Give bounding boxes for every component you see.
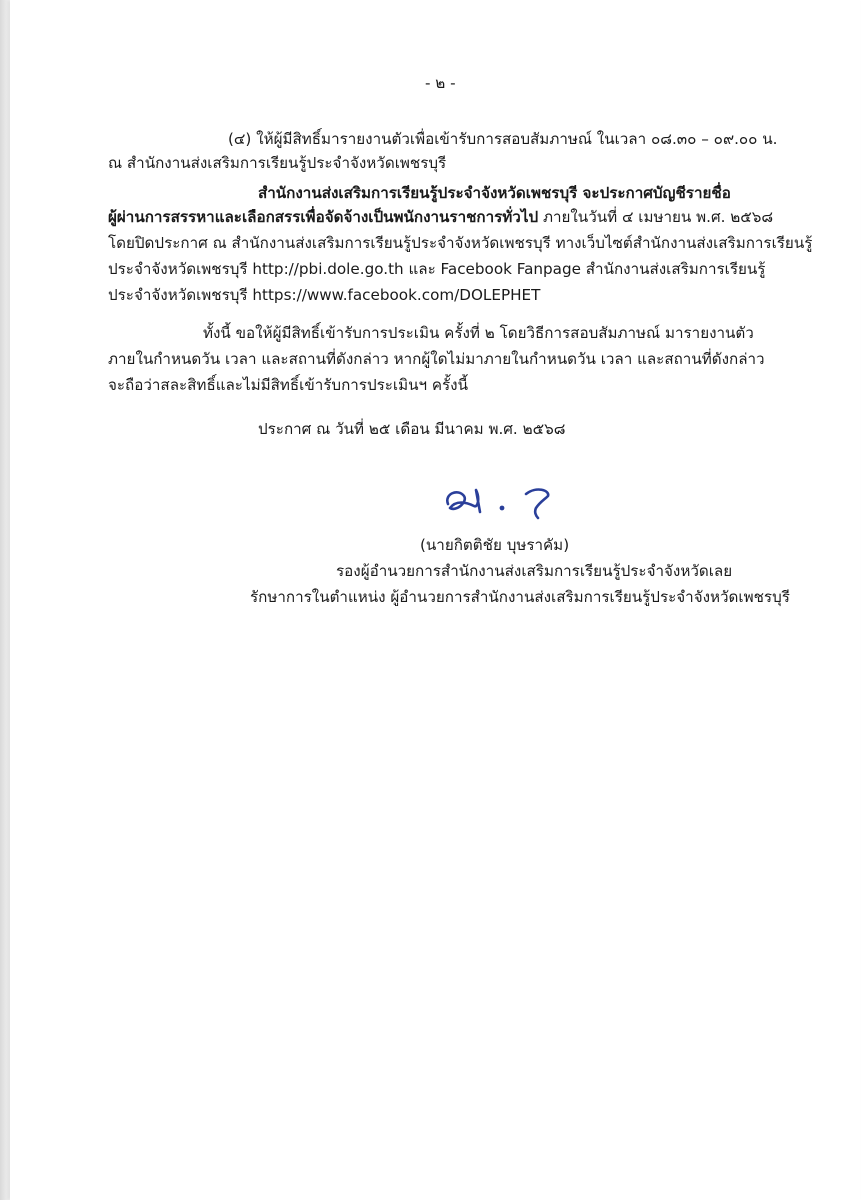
announce-line4: ประจำจังหวัดเพชรบุรี http://pbi.dole.go.th และ Facebook Fanpage สำนักงานส่งเสริมการเรียนรู้: [108, 260, 766, 278]
signer-position1: รองผู้อำนวยการสำนักงานส่งเสริมการเรียนรู้ประจำจังหวัดเลย: [336, 562, 733, 580]
signature-image: [440, 478, 570, 528]
announce-line1: สำนักงานส่งเสริมการเรียนรู้ประจำจังหวัดเพชรบุรี จะประกาศบัญชีรายชื่อ: [258, 184, 731, 202]
announce-line2: [108, 206, 773, 228]
signer-name: (นายกิตติชัย บุษราคัม): [420, 536, 570, 554]
notice-line2: ภายในกำหนดวัน เวลา และสถานที่ดังกล่าว หากผู้ใดไม่มาภายในกำหนดวัน เวลา และสถานที่ดังกล่าว: [108, 350, 765, 368]
notice-line1: ทั้งนี้ ขอให้ผู้มีสิทธิ์เข้ารับการประเมิน ครั้งที่ ๒ โดยวิธีการสอบสัมภาษณ์ มารายงานตัว: [203, 324, 754, 342]
announce-line3: โดยปิดประกาศ ณ สำนักงานส่งเสริมการเรียนรู้ประจำจังหวัดเพชรบุรี ทางเว็บไซต์สำนักงานส่งเสริมการเรียนรู้: [108, 234, 813, 252]
announce-line2-rest: ภายในวันที่ ๔ เมษายน พ.ศ. ๒๕๖๘: [538, 208, 774, 226]
notice-line3: จะถือว่าสละสิทธิ์และไม่มีสิทธิ์เข้ารับการประเมินฯ ครั้งนี้: [108, 376, 468, 394]
announce-line2-bold: ผู้ผ่านการสรรหาและเลือกสรรเพื่อจัดจ้างเป็นพนักงานราชการทั่วไป: [108, 208, 539, 226]
page-edge-shadow: [0, 0, 10, 1200]
signer-position2: รักษาการในตำแหน่ง ผู้อำนวยการสำนักงานส่งเสริมการเรียนรู้ประจำจังหวัดเพชรบุรี: [250, 588, 790, 606]
document-page: [10, 0, 860, 1200]
announcement-date: ประกาศ ณ วันที่ ๒๕ เดือน มีนาคม พ.ศ. ๒๕๖๘: [258, 420, 566, 438]
item4-line2: ณ สำนักงานส่งเสริมการเรียนรู้ประจำจังหวัดเพชรบุรี: [108, 154, 447, 172]
item4-line1: (๔) ให้ผู้มีสิทธิ์มารายงานตัวเพื่อเข้ารับการสอบสัมภาษณ์ ในเวลา ๐๘.๓๐ – ๐๙.๐๐ น.: [228, 130, 778, 148]
page-number: - ๒ -: [425, 74, 456, 92]
announce-line5: ประจำจังหวัดเพชรบุรี https://www.facebook.com/DOLEPHET: [108, 286, 541, 304]
